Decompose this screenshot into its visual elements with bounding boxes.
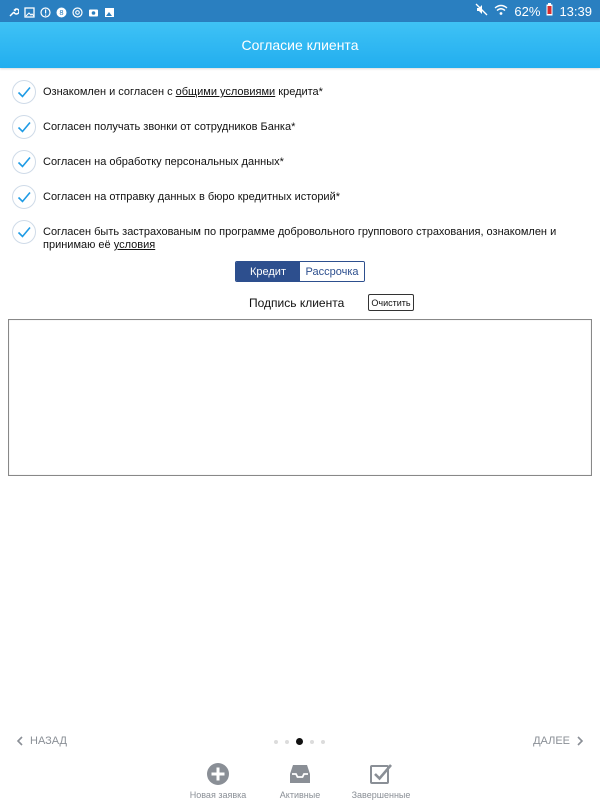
page-dot [285,740,289,744]
next-label: ДАЛЕЕ [533,735,570,747]
clock: 13:39 [559,3,592,19]
agreement-text: Согласен быть застрахованым по программе добровольного группового страхования, ознакомлен и принимаю её [43,226,557,251]
page-dot [310,740,314,744]
page-dot-current [296,738,303,745]
tab-label: Новая заявка [189,790,247,800]
bank-calls-checkbox[interactable] [12,115,36,139]
tab-active[interactable] [255,762,345,800]
credit-bureau-checkbox[interactable] [12,185,36,209]
insurance-checkbox[interactable] [12,220,36,244]
agreement-bank-calls [12,115,588,139]
wifi-icon [494,4,508,19]
agreement-text: Ознакомлен и согласен с [43,86,176,98]
svg-text:8: 8 [59,8,64,17]
insurance-terms-link[interactable]: условия [113,239,156,251]
inbox-icon [288,762,312,786]
agreement-label: Согласен на отправку данных в бюро кредитных историй* [43,191,341,203]
checkmark-icon [16,189,32,205]
gallery-icon [24,6,35,17]
tab-new-request[interactable] [173,762,263,800]
general-terms-checkbox[interactable] [12,80,36,104]
tab-label: Активные [279,790,321,800]
checkmark-icon [16,84,32,100]
chevron-right-icon [576,736,584,746]
tab-label: Завершенные [351,790,411,800]
page-dot [321,740,325,744]
checkmark-icon [16,224,32,240]
image-icon [104,6,115,17]
page-title: Согласие клиента [241,37,359,53]
signature-pad[interactable] [8,319,592,476]
app-icon [56,6,67,17]
personal-data-checkbox[interactable] [12,150,36,174]
photo-icon [88,6,99,17]
wrench-icon [8,6,19,17]
at-icon [72,6,83,17]
page-indicator [274,738,325,745]
general-terms-link[interactable]: общими условиями [175,86,276,98]
agreement-label [43,220,588,252]
back-button[interactable] [16,735,67,747]
status-bar [0,0,600,22]
clear-signature-button[interactable]: Очистить [368,294,414,311]
notification-icons [8,6,115,17]
system-status [475,3,592,19]
agreement-list [12,80,588,263]
chevron-left-icon [16,736,24,746]
battery-icon [546,3,553,19]
agreement-label: Согласен получать звонки от сотрудников Банка* [43,121,296,133]
checkmark-icon [16,119,32,135]
checkbox-done-icon [369,762,393,786]
tab-completed[interactable] [336,762,426,800]
next-button[interactable] [533,735,584,747]
agreement-personal-data [12,150,588,174]
back-label: НАЗАД [30,735,67,747]
agreement-text-suffix: кредита* [275,86,323,98]
page-dot [274,740,278,744]
product-type-toggle [235,261,365,282]
battery-percent: 62% [514,3,541,19]
checkmark-icon [16,154,32,170]
alert-icon [40,6,51,17]
agreement-label: Согласен на обработку персональных данных* [43,156,284,168]
app-header [0,22,600,68]
installment-tab[interactable]: Рассрочка [300,262,364,281]
signature-label: Подпись клиента [249,296,345,310]
plus-circle-icon [206,762,230,786]
mute-icon [475,3,488,19]
agreement-general-terms [12,80,588,104]
agreement-label [43,80,323,99]
credit-tab[interactable]: Кредит [236,262,300,281]
agreement-credit-bureau [12,185,588,209]
agreement-insurance [12,220,588,252]
